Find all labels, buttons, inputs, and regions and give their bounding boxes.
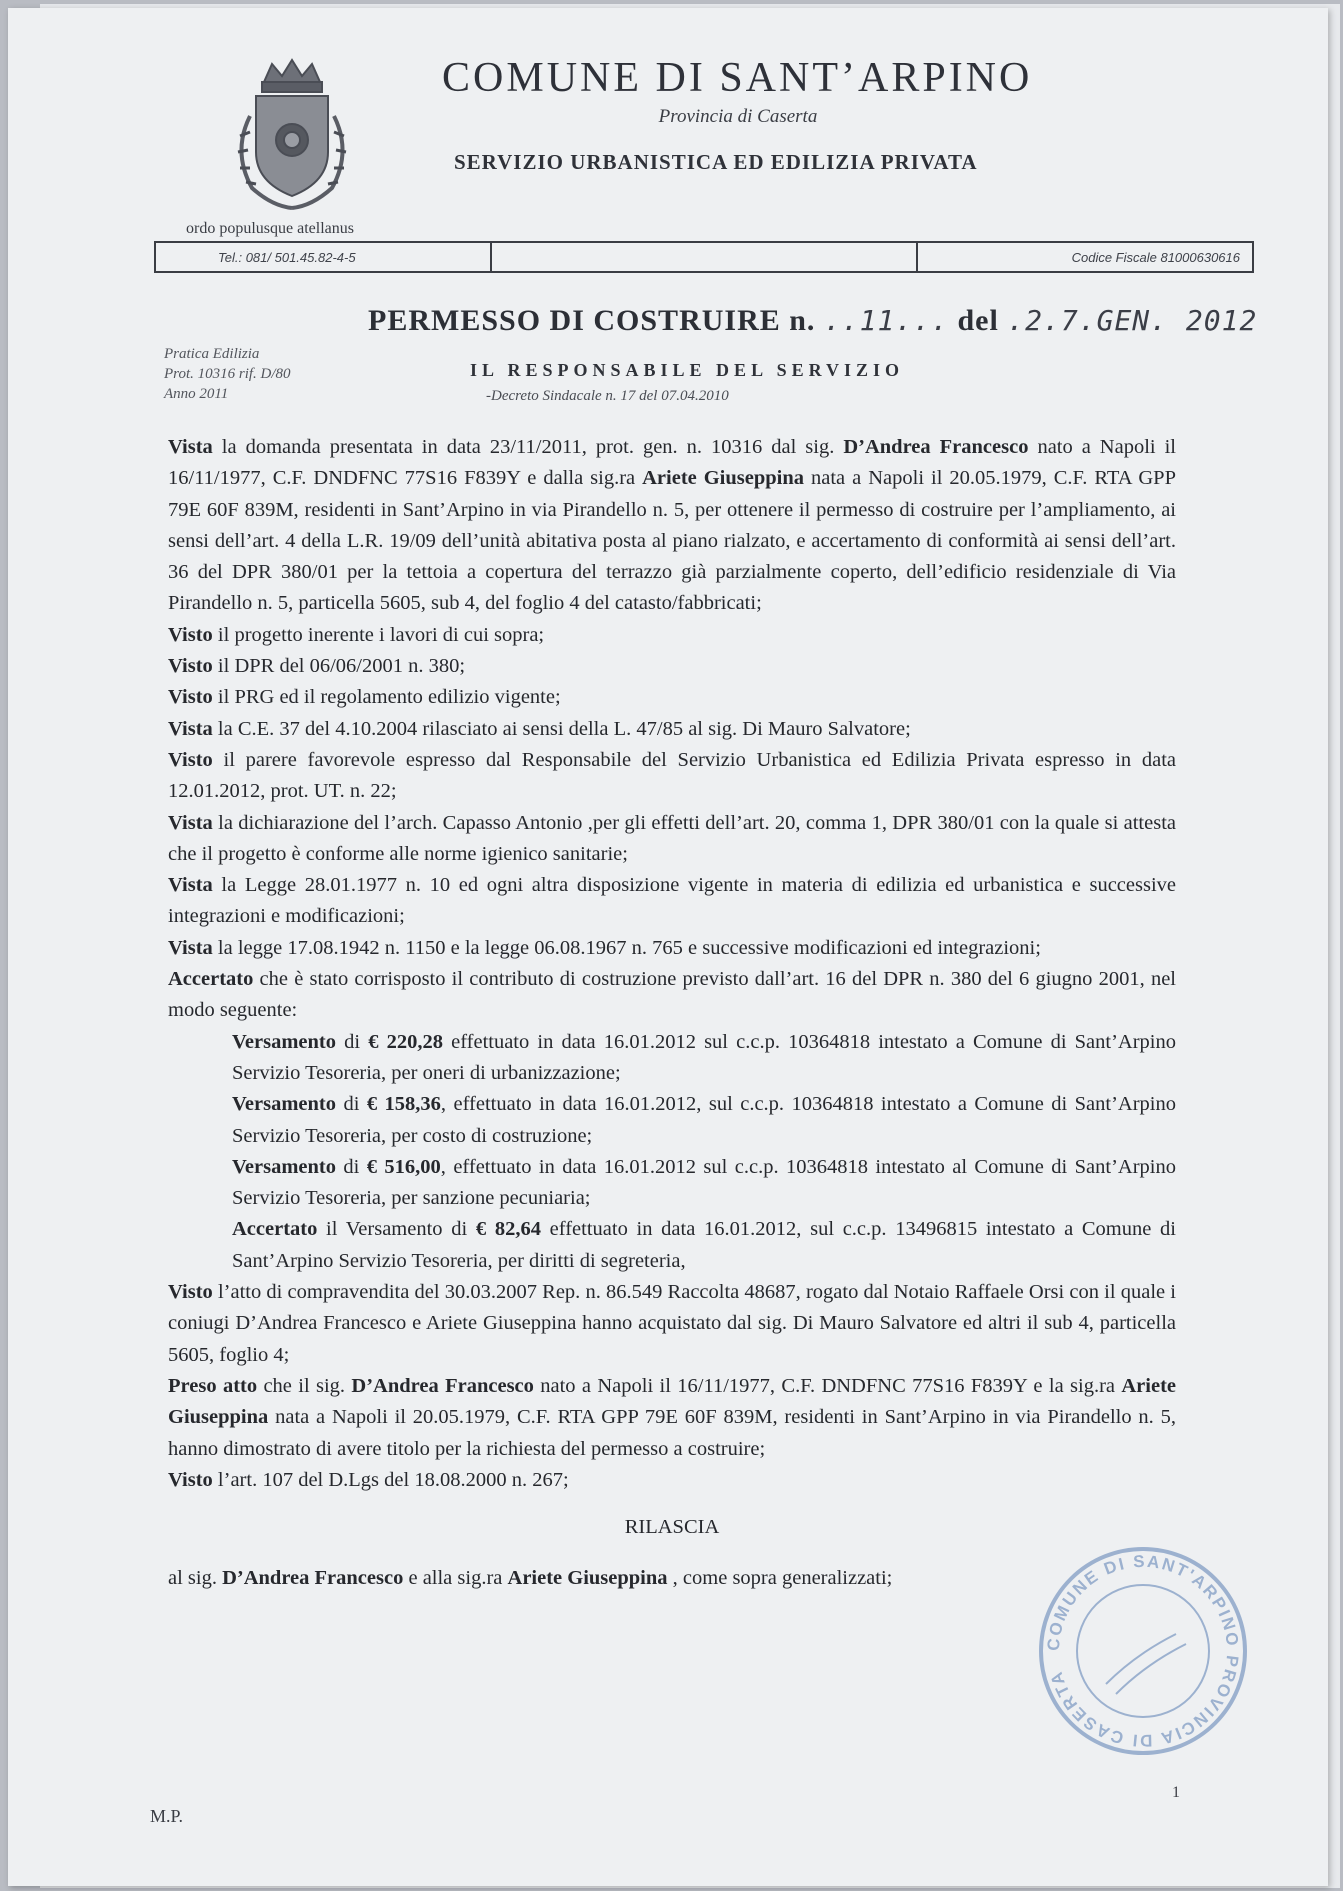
rilascia-heading: RILASCIA xyxy=(624,1516,720,1539)
pratica-line: Pratica Edilizia xyxy=(164,346,260,362)
initials: M.P. xyxy=(150,1806,184,1826)
town-motto: ordo populusque atellanus xyxy=(186,220,354,237)
paragraph: Visto il progetto inerente i lavori di cui sopra; xyxy=(168,623,545,646)
responsabile-title: IL RESPONSABILE DEL SERVIZIO xyxy=(470,360,904,380)
paragraph: Visto il DPR del 06/06/2001 n. 380; xyxy=(168,655,466,678)
service-name: SERVIZIO URBANISTICA ED EDILIZIA PRIVATA xyxy=(454,150,978,174)
payment-item: Versamento di € 516,00, effettuato in data 16.01.2012 sul c.c.p. 10364818 intestato al Comune di Sant’Arpino Servizio Tesoreria, per sanzione pecuniaria; xyxy=(232,1155,1176,1210)
paragraph: Vista la dichiarazione del l’arch. Capasso Antonio ,per gli effetti dell’art. 20, comma 1, DPR 380/01 con la quale si attesta che il progetto è conforme alle norme igienico sanitarie; xyxy=(168,811,1176,865)
paragraph: Visto l’atto di compravendita del 30.03.2007 Rep. n. 86.549 Raccolta 48687, rogato dal Notaio Raffaele Orsi con il quale i coniugi D’Andrea Francesco e Ariete Giuseppina hanno acquistato dal sig. Di Mauro Salvatore ed altri il sub 4, particella 5605, foglio 4; xyxy=(168,1281,1176,1366)
province-name: Provincia di Caserta xyxy=(658,106,818,127)
pratica-line: Anno 2011 xyxy=(164,386,229,402)
payment-item: Versamento di € 220,28 effettuato in data 16.01.2012 sul c.c.p. 10364818 intestato a Comune di Sant’Arpino Servizio Tesoreria, per oneri di urbanizzazione; xyxy=(232,1030,1177,1084)
paragraph: Preso atto che il sig. D’Andrea Francesco nato a Napoli il 16/11/1977, C.F. DNDFNC 77S16 F839Y e la sig.ra Ariete Giuseppina nata a Napoli il 20.05.1979, C.F. RTA GPP 79E 60F 839M, residenti in Sant’Arpino in via Pirandello n. 5, hanno dimostrato di avere titolo per la richiesta del permesso a costruire; xyxy=(168,1374,1176,1460)
paragraph: Vista la legge 17.08.1942 n. 1150 e la legge 06.08.1967 n. 765 e successive modificazioni ed integrazioni; xyxy=(168,936,1041,959)
decreto-reference: -Decreto Sindacale n. 17 del 07.04.2010 xyxy=(486,388,729,404)
permit-date: .2.7.GEN. 2012 xyxy=(1007,304,1258,337)
permit-title xyxy=(368,304,1257,338)
pratica-line: Prot. 10316 rif. D/80 xyxy=(164,366,291,382)
document-page xyxy=(8,8,1328,1886)
pratica-block xyxy=(164,344,291,404)
payment-item: Accertato il Versamento di € 82,64 effettuato in data 16.01.2012, sul c.c.p. 13496815 intestato a Comune di Sant’Arpino Servizio Tesoreria, per diritti di segreteria, xyxy=(232,1218,1176,1272)
paragraph: Vista la C.E. 37 del 4.10.2004 rilasciato ai sensi della L. 47/85 al sig. Di Mauro Salvatore; xyxy=(168,717,911,740)
official-stamp-icon xyxy=(1036,1544,1250,1758)
svg-text:COMUNE DI SANT'ARPINO PROVINCI: COMUNE DI SANT'ARPINO PROVINCIA DI CASERTA xyxy=(1043,1551,1243,1751)
page-number: 1 xyxy=(1172,1784,1180,1801)
contact-bar xyxy=(154,241,1254,273)
permit-number: ..11... xyxy=(823,304,949,337)
permit-title-prefix: PERMESSO DI COSTRUIRE n. xyxy=(368,304,816,337)
telephone: Tel.: 081/ 501.45.82-4-5 xyxy=(156,243,492,271)
town-name: COMUNE DI SANT’ARPINO xyxy=(442,55,1033,101)
final-paragraph: al sig. D’Andrea Francesco e alla sig.ra Ariete Giuseppina , come sopra generalizzati; xyxy=(168,1567,893,1590)
fiscal-code: Codice Fiscale 81000630616 xyxy=(1071,249,1240,265)
permit-del-label: del xyxy=(957,304,999,337)
paragraph: Vista la Legge 28.01.1977 n. 10 ed ogni altra disposizione vigente in materia di edilizia ed urbanistica e successive integrazioni e modificazioni; xyxy=(168,874,1176,928)
paragraph: Vista la domanda presentata in data 23/11/2011, prot. gen. n. 10316 dal sig. D’Andrea Francesco nato a Napoli il 16/11/1977, C.F. DNDFNC 77S16 F839Y e dalla sig.ra Ariete Giuseppina nata a Napoli il 20.05.1979, C.F. RTA GPP 79E 60F 839M, residenti in Sant’Arpino in via Pirandello n. 5, per ottenere il permesso di costruire per l’ampliamento, ai sensi dell’art. 4 della L.R. 19/09 dell’unità abitativa posta al piano rialzato, e accertamento di conformità ai sensi dell’art. 36 del DPR 380/01 per la tettoia a copertura del terrazzo già parzialmente coperto, dell’edificio residenziale di Via Pirandello n. 5, particella 5605, sub 4, del foglio 4 del catasto/fabbricati; xyxy=(168,436,1176,615)
paragraph: Visto l’art. 107 del D.Lgs del 18.08.2000 n. 267; xyxy=(168,1468,569,1491)
paragraph: Visto il PRG ed il regolamento edilizio vigente; xyxy=(168,686,561,709)
paragraph: Visto il parere favorevole espresso dal Responsabile del Servizio Urbanistica ed Edilizia Privata espresso in data 12.01.2012, prot. UT. n. 22; xyxy=(168,748,1176,803)
coat-of-arms-icon xyxy=(226,56,358,216)
payment-item: Versamento di € 158,36, effettuato in data 16.01.2012, sul c.c.p. 10364818 intestato a Comune di Sant’Arpino Servizio Tesoreria, per costo di costruzione; xyxy=(232,1093,1177,1147)
contact-bar-empty-cell xyxy=(492,243,918,271)
paragraph: Accertato che è stato corrisposto il contributo di costruzione previsto dall’art. 16 del DPR n. 380 del 6 giugno 2001, nel modo seguente: xyxy=(168,968,1176,1022)
document-body xyxy=(168,432,1176,1595)
